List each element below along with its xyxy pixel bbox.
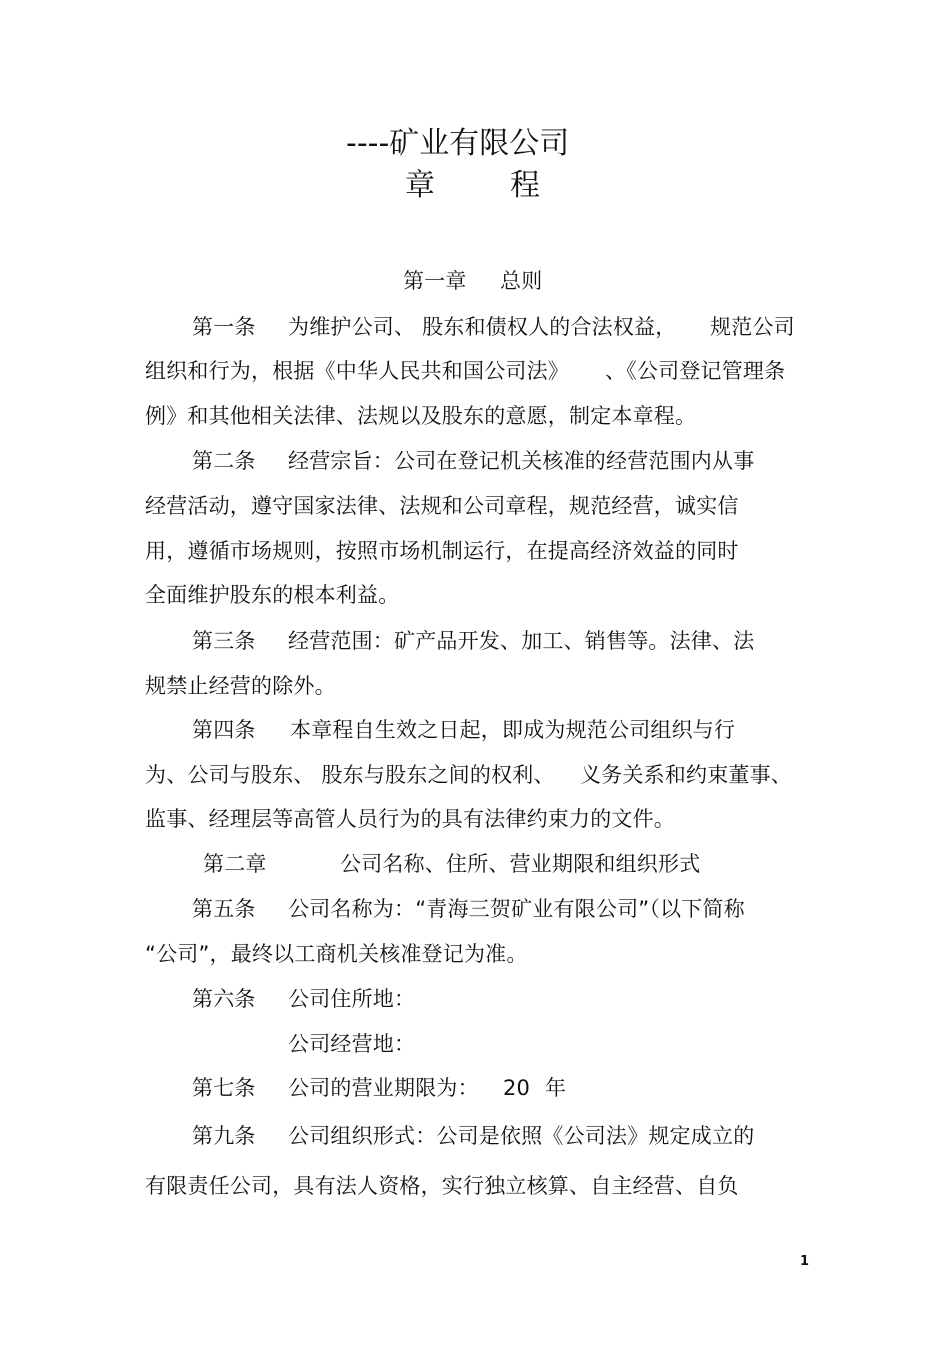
chapter-1-heading: 第一章 [403,269,467,293]
article-1-line-2a: 组织和行为，根据《中华人民共和国公司法》 [145,359,569,383]
article-9-line-1: 公司组织形式：公司是依照《公司法》规定成立的 [288,1124,755,1148]
chapter-1-title: 总则 [500,269,543,293]
article-2-line-2: 经营活动，遵守国家法律、法规和公司章程，规范经营，诚实信 [145,494,739,518]
article-2-line-1: 经营宗旨：公司在登记机关核准的经营范围内从事 [288,449,755,473]
article-6-label: 第六条 [192,987,256,1011]
article-7-line-1: 公司的营业期限为： [288,1076,479,1100]
document-subtitle-right: 程 [510,168,540,203]
chapter-2-title: 公司名称、住所、营业期限和组织形式 [340,852,701,876]
article-4-line-3: 监事、经理层等高管人员行为的具有法律约束力的文件。 [145,807,675,831]
article-1-line-2b: 、《公司登记管理条 [605,359,786,383]
article-1-label: 第一条 [192,315,256,339]
article-6-line-1: 公司住所地： [288,987,416,1011]
article-3-label: 第三条 [192,629,256,653]
article-3-line-1: 经营范围：矿产品开发、加工、销售等。法律、法 [288,629,755,653]
article-5-line-2: “公司”，最终以工商机关核准登记为准。 [145,942,528,966]
article-7-label: 第七条 [192,1076,256,1100]
document-subtitle-left: 章 [405,168,435,203]
article-9-line-2: 有限责任公司，具有法人资格，实行独立核算、自主经营、自负 [145,1174,739,1198]
article-2-line-4: 全面维护股东的根本利益。 [145,583,400,607]
article-4-line-2b: 义务关系和约束董事、 [580,763,792,787]
article-5-line-1: 公司名称为：“青海三贺矿业有限公司”（以下简称 [288,897,745,921]
chapter-2-heading: 第二章 [203,852,267,876]
page-number: 1 [800,1254,810,1269]
article-7-years: 20 [503,1076,531,1100]
article-3-line-2: 规禁止经营的除外。 [145,674,336,698]
document-title: ----矿业有限公司 [346,126,570,161]
article-9-label: 第九条 [192,1124,256,1148]
article-1-line-1b: 规范公司 [710,315,795,339]
article-4-label: 第四条 [192,718,256,742]
article-4-line-2a: 为、公司与股东、 股东与股东之间的权利、 [145,763,555,787]
article-6-line-2: 公司经营地： [288,1032,416,1056]
article-1-line-3: 例》和其他相关法律、法规以及股东的意愿，制定本章程。 [145,404,697,428]
article-7-unit: 年 [545,1076,567,1100]
article-5-label: 第五条 [192,897,256,921]
article-1-line-1a: 为维护公司、 股东和债权人的合法权益， [288,315,677,339]
article-2-line-3: 用，遵循市场规则，按照市场机制运行，在提高经济效益的同时 [145,539,739,563]
article-4-line-1: 本章程自生效之日起，即成为规范公司组织与行 [290,718,736,742]
article-2-label: 第二条 [192,449,256,473]
